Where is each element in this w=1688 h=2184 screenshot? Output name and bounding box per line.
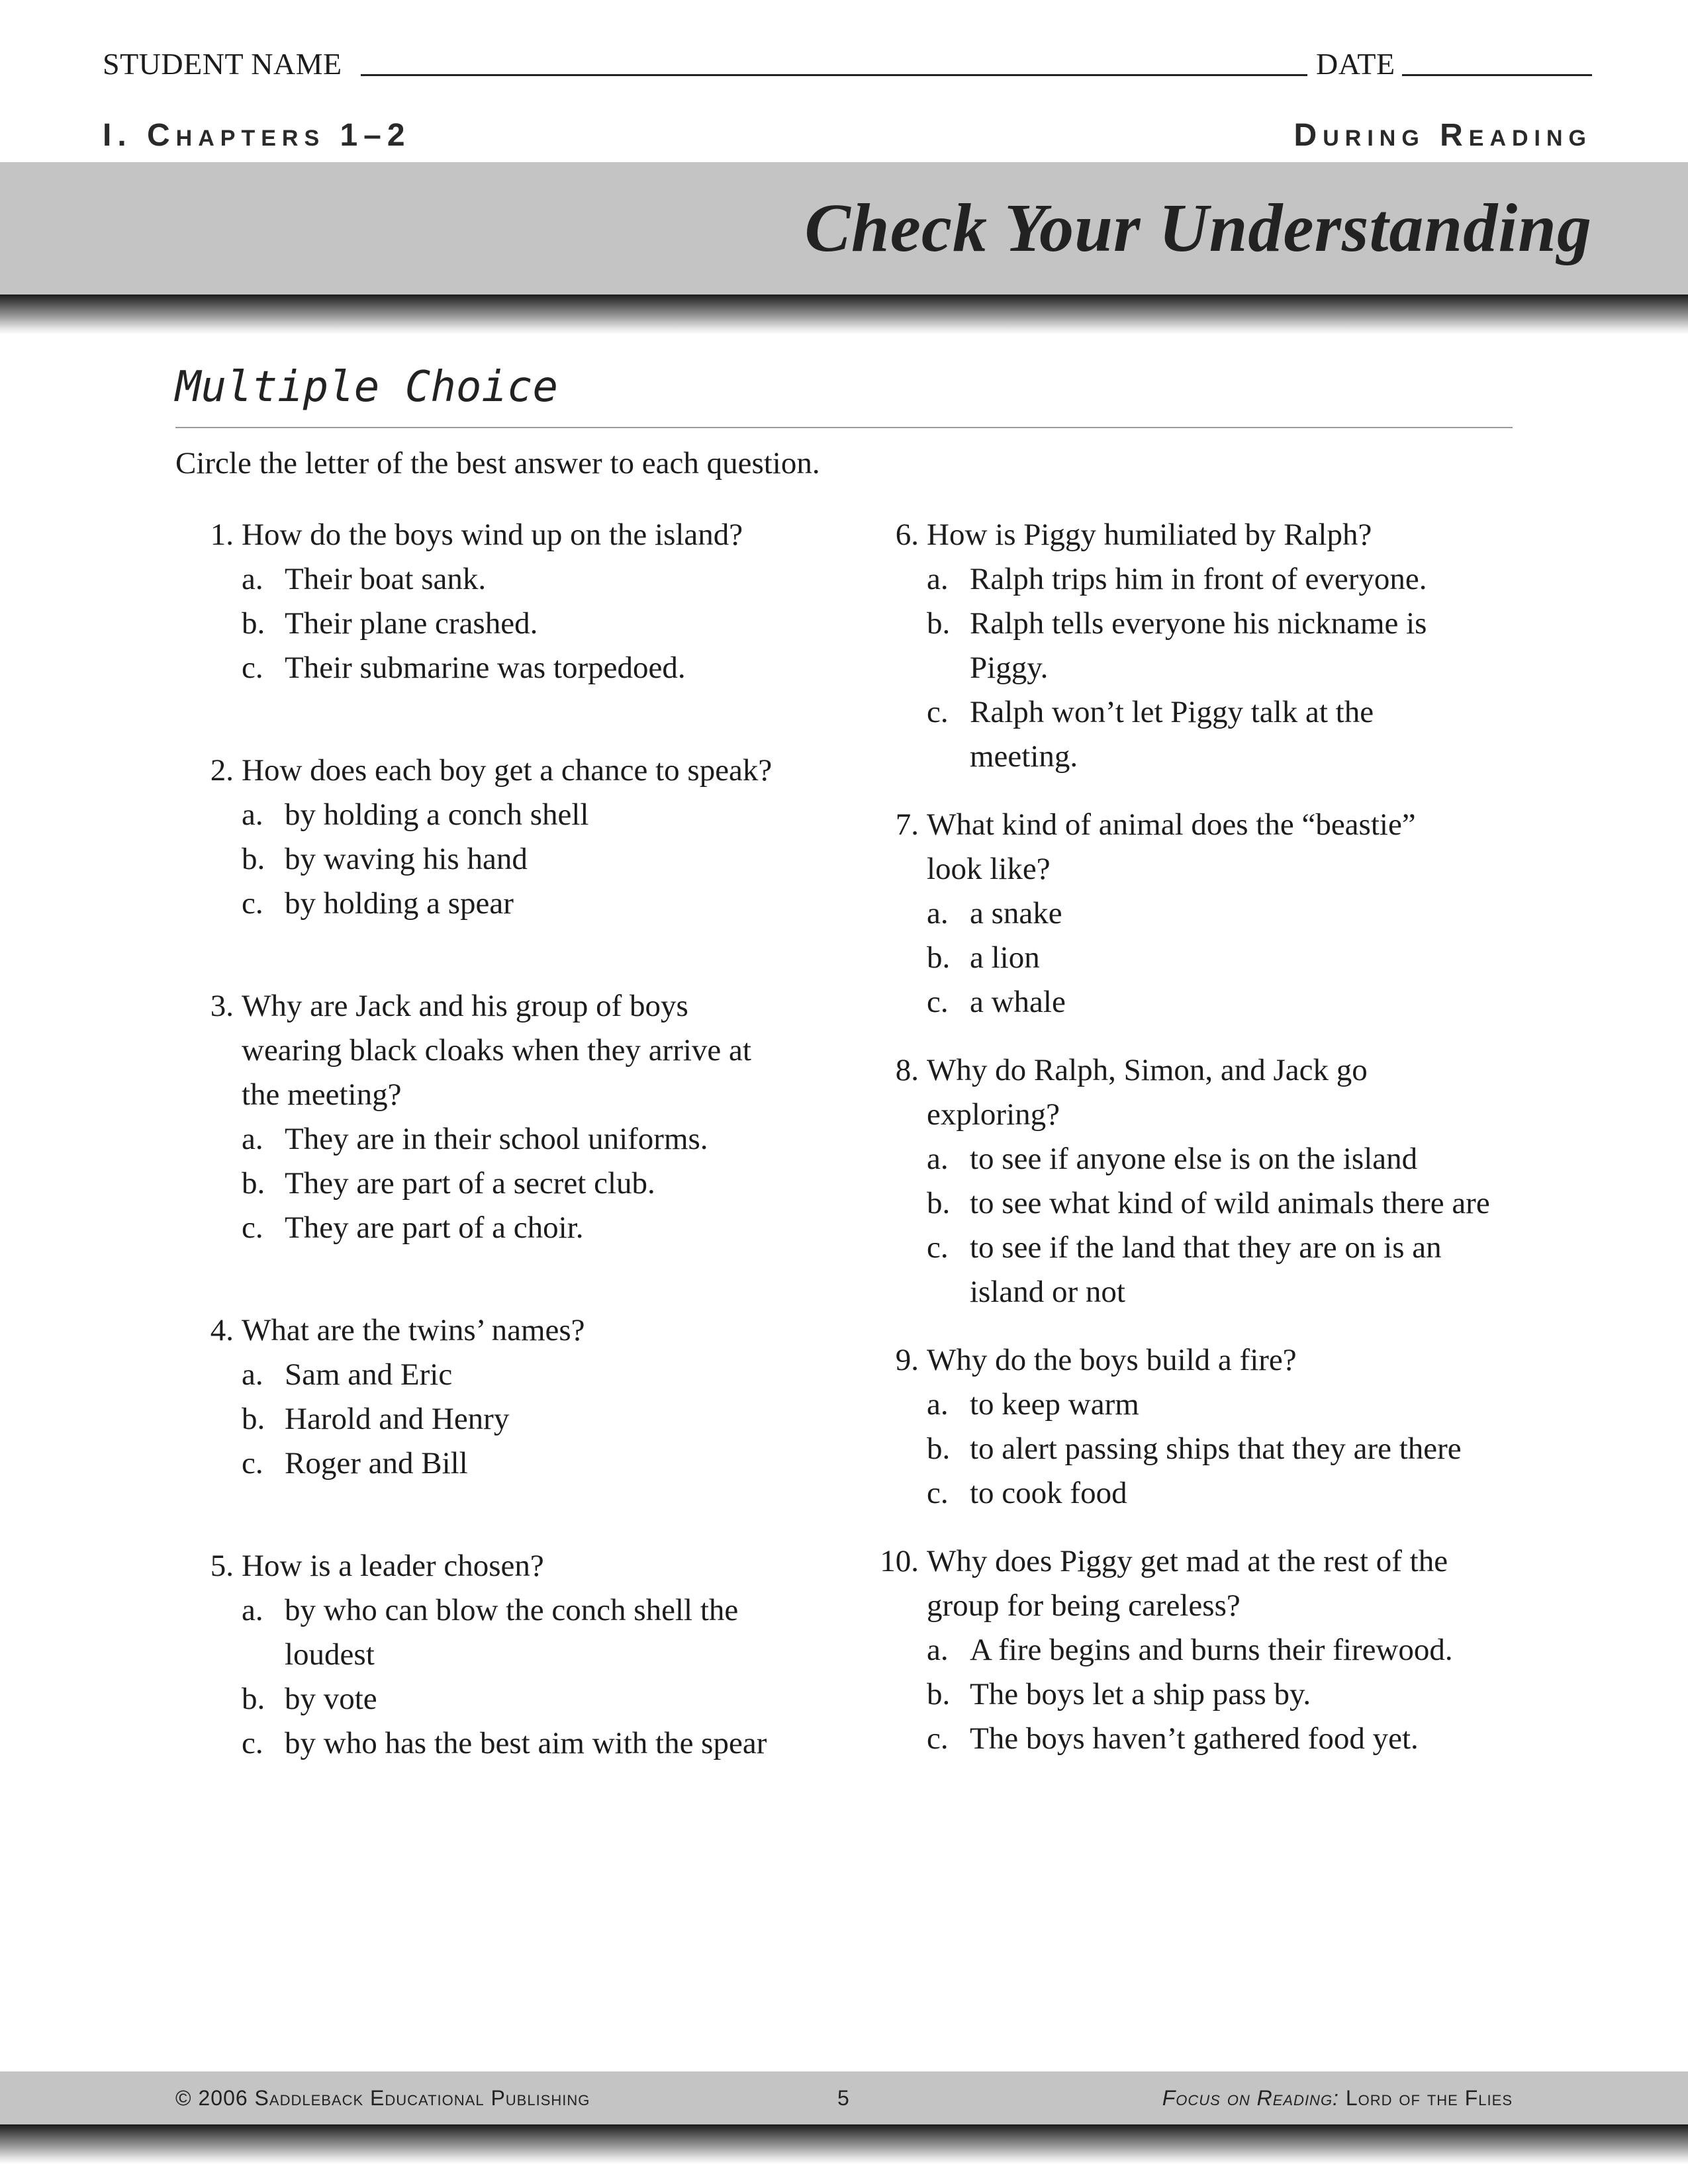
question-number: 8. (895, 1053, 919, 1087)
question-5 (175, 1544, 837, 1766)
instructions: Circle the letter of the best answer to each question. (175, 446, 820, 480)
answer-option[interactable] (927, 891, 1536, 936)
answer-option[interactable] (927, 1137, 1536, 1181)
option-letter[interactable]: c. (927, 985, 949, 1019)
question-text: How do the boys wind up on the island? (242, 518, 743, 552)
footer-shadow (0, 2124, 1688, 2164)
option-text: Ralph trips him in front of everyone. (970, 562, 1427, 596)
option-letter[interactable]: a. (927, 896, 949, 931)
option-letter[interactable]: a. (927, 1142, 949, 1176)
option-letter[interactable]: c. (242, 1210, 263, 1245)
option-letter[interactable]: c. (242, 1446, 263, 1480)
question-10 (861, 1539, 1536, 1761)
option-text: Their plane crashed. (285, 606, 538, 641)
question-number: 6. (895, 518, 919, 552)
option-letter[interactable]: c. (242, 1726, 263, 1760)
question-text: What are the twins’ names? (242, 1313, 585, 1347)
option-text: by who can blow the conch shell the loudest (285, 1593, 739, 1672)
option-letter[interactable]: a. (242, 562, 263, 596)
option-text: to see if anyone else is on the island (970, 1142, 1418, 1176)
question-8 (861, 1048, 1536, 1314)
option-letter[interactable]: b. (242, 1166, 265, 1201)
option-text: They are part of a choir. (285, 1210, 584, 1245)
option-text: The boys let a ship pass by. (970, 1677, 1311, 1711)
answer-option[interactable] (242, 1353, 837, 1397)
question-number: 3. (210, 989, 234, 1023)
section-divider (175, 427, 1513, 428)
title-band (0, 162, 1688, 295)
answer-option[interactable] (927, 1226, 1513, 1314)
question-number: 9. (895, 1343, 919, 1377)
student-name-line (361, 74, 1307, 76)
question-text: How is Piggy humiliated by Ralph? (927, 518, 1372, 552)
option-letter[interactable]: b. (927, 1186, 951, 1220)
option-text: by holding a conch shell (285, 797, 589, 832)
option-letter[interactable]: c. (927, 1230, 949, 1265)
question-text: Why does Piggy get mad at the rest of the group for being careless? (927, 1544, 1448, 1623)
question-3 (175, 984, 837, 1250)
option-letter[interactable]: b. (927, 1677, 951, 1711)
date-label: DATE (1316, 47, 1395, 81)
option-text: a lion (970, 940, 1040, 975)
option-text: to see if the land that they are on is an island or not (970, 1230, 1442, 1309)
answer-option[interactable] (242, 793, 837, 837)
option-letter[interactable]: c. (927, 695, 949, 729)
option-text: by who has the best aim with the spear (285, 1726, 767, 1760)
option-text: Their submarine was torpedoed. (285, 651, 686, 685)
option-letter[interactable]: a. (242, 1122, 263, 1156)
option-letter[interactable]: b. (927, 940, 951, 975)
book-series: Focus on Reading: (1162, 2086, 1339, 2110)
option-letter[interactable]: a. (242, 1593, 263, 1627)
answer-option[interactable] (242, 1117, 837, 1161)
question-text: What kind of animal does the “beastie” look like? (927, 807, 1416, 886)
option-text: to keep warm (970, 1387, 1139, 1422)
answer-option[interactable] (927, 1181, 1513, 1226)
section-heading: Multiple Choice (175, 363, 558, 412)
answer-option[interactable] (927, 690, 1460, 779)
option-text: to see what kind of wild animals there are (970, 1186, 1490, 1220)
answer-option[interactable] (242, 1397, 837, 1441)
option-text: by waving his hand (285, 842, 528, 876)
option-text: Harold and Henry (285, 1402, 510, 1436)
answer-option[interactable] (927, 1383, 1536, 1427)
question-9 (861, 1338, 1536, 1516)
page-number: 5 (837, 2086, 849, 2110)
option-text: They are in their school uniforms. (285, 1122, 708, 1156)
phase-label: During Reading (1293, 118, 1592, 153)
question-1 (175, 513, 837, 690)
option-text: a whale (970, 985, 1066, 1019)
date-line (1402, 74, 1592, 76)
option-letter[interactable]: b. (927, 1432, 951, 1466)
answer-option[interactable] (927, 1471, 1536, 1516)
question-4 (175, 1308, 837, 1486)
question-text: How does each boy get a chance to speak? (242, 753, 773, 788)
question-number: 5. (210, 1549, 234, 1583)
option-text: The boys haven’t gathered food yet. (970, 1721, 1419, 1756)
option-text: Roger and Bill (285, 1446, 468, 1480)
answer-option[interactable] (242, 1161, 837, 1206)
option-text: to alert passing ships that they are there (970, 1432, 1462, 1466)
answer-option[interactable] (242, 1588, 788, 1677)
question-number: 1. (210, 518, 234, 552)
option-text: Ralph tells everyone his nickname is Piggy. (970, 606, 1427, 685)
chapter-label: I. Chapters 1–2 (103, 118, 411, 153)
option-text: Sam and Eric (285, 1357, 453, 1392)
student-name-label: STUDENT NAME (103, 47, 342, 81)
question-number: 2. (210, 753, 234, 788)
option-letter[interactable]: c. (242, 651, 263, 685)
answer-option[interactable] (927, 557, 1536, 602)
footer (0, 2071, 1688, 2124)
question-text: How is a leader chosen? (242, 1549, 544, 1583)
option-letter[interactable]: b. (927, 606, 951, 641)
question-text: Why are Jack and his group of boys wearing black cloaks when they arrive at the meeting? (242, 989, 751, 1112)
option-letter[interactable]: a. (927, 1633, 949, 1667)
option-text: by holding a spear (285, 886, 514, 921)
answer-option[interactable] (242, 837, 837, 882)
option-letter[interactable]: a. (242, 797, 263, 832)
answer-option[interactable] (242, 882, 837, 926)
question-number: 4. (210, 1313, 234, 1347)
answer-option[interactable] (242, 602, 837, 646)
answer-option[interactable] (927, 936, 1536, 980)
option-letter[interactable]: b. (242, 606, 265, 641)
answer-option[interactable] (242, 557, 837, 602)
question-6 (861, 513, 1536, 779)
answer-option[interactable] (242, 1441, 837, 1486)
answer-option[interactable] (927, 602, 1486, 690)
option-letter[interactable]: a. (927, 562, 949, 596)
answer-option[interactable] (927, 1427, 1536, 1471)
page-title: Check Your Understanding (804, 190, 1592, 266)
option-text: by vote (285, 1682, 377, 1716)
option-letter[interactable]: a. (242, 1357, 263, 1392)
section-labels (103, 113, 1592, 159)
answer-option[interactable] (927, 980, 1536, 1024)
questions-right-column (861, 513, 1536, 1761)
answer-option[interactable] (242, 1677, 837, 1721)
option-letter[interactable]: b. (242, 1682, 265, 1716)
answer-option[interactable] (242, 646, 837, 690)
option-letter[interactable]: c. (242, 886, 263, 921)
option-letter[interactable]: c. (927, 1476, 949, 1510)
option-letter[interactable]: b. (242, 1402, 265, 1436)
answer-option[interactable] (927, 1717, 1536, 1761)
option-text: Their boat sank. (285, 562, 487, 596)
question-text: Why do Ralph, Simon, and Jack go exploring? (927, 1053, 1368, 1132)
book-name: Lord of the Flies (1345, 2086, 1513, 2110)
title-band-shadow (0, 295, 1688, 334)
option-text: They are part of a secret club. (285, 1166, 655, 1201)
answer-option[interactable] (242, 1206, 837, 1250)
question-7 (861, 803, 1536, 1024)
option-letter[interactable]: b. (242, 842, 265, 876)
question-2 (175, 749, 837, 926)
answer-option[interactable] (927, 1672, 1536, 1717)
copyright: © 2006 Saddleback Educational Publishing (175, 2086, 590, 2110)
questions-left-column (175, 513, 837, 1766)
option-text: to cook food (970, 1476, 1127, 1510)
answer-option[interactable] (927, 1628, 1536, 1672)
question-number: 10. (880, 1544, 919, 1578)
option-text: A fire begins and burns their firewood. (970, 1633, 1453, 1667)
question-number: 7. (895, 807, 919, 842)
option-letter[interactable]: c. (927, 1721, 949, 1756)
option-text: a snake (970, 896, 1062, 931)
option-text: Ralph won’t let Piggy talk at the meeting. (970, 695, 1374, 774)
student-info-fields (103, 41, 1592, 87)
option-letter[interactable]: a. (927, 1387, 949, 1422)
answer-option[interactable] (242, 1721, 788, 1766)
book-title (1162, 2071, 1513, 2124)
question-text: Why do the boys build a fire? (927, 1343, 1297, 1377)
